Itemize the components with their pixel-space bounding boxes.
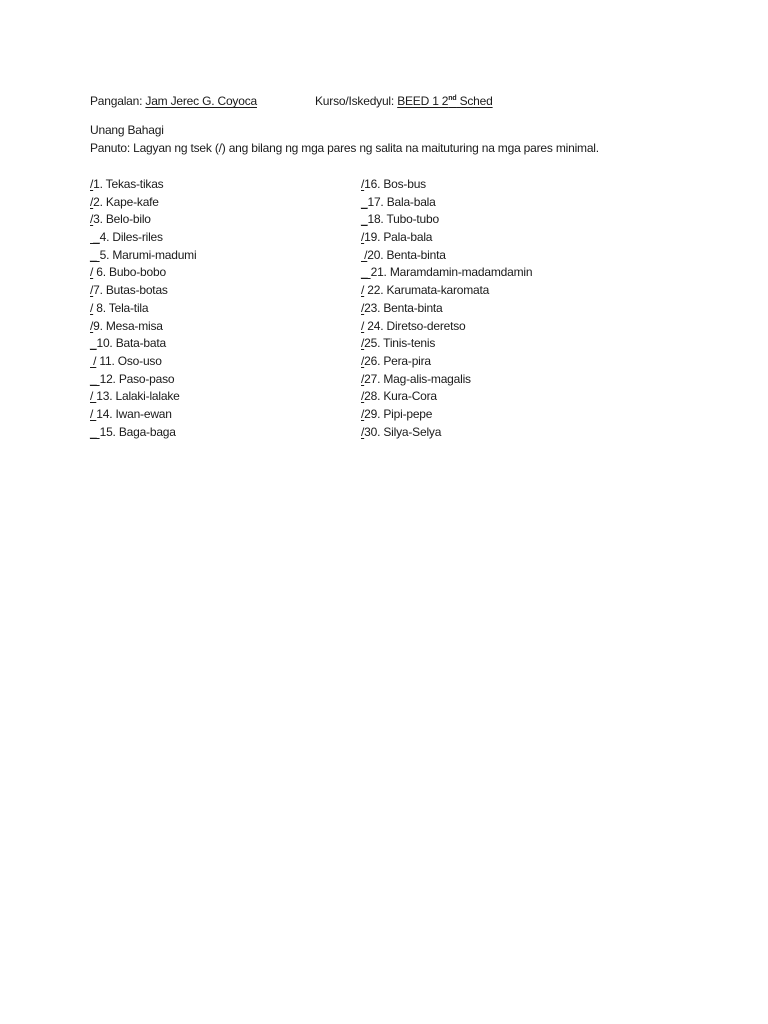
list-item [361,247,532,265]
list-item [90,247,196,265]
item-text: 8. Tela-tila [93,300,149,315]
check-mark: / [361,247,368,262]
list-item [90,300,196,318]
item-text: 14. Iwan-ewan [96,406,172,421]
item-text: 25. Tinis-tenis [364,336,436,351]
items-column-left [90,176,196,441]
list-item [90,211,196,229]
item-text: 27. Mag-alis-magalis [364,371,471,386]
list-item [90,318,196,336]
list-item [361,194,532,212]
instructions: Panuto: Lagyan ng tsek (/) ang bilang ng mga pares ng salita na maituturing na mga pares minimal. [90,141,599,155]
item-text: 6. Bubo-bobo [93,265,166,280]
list-item [361,300,532,318]
list-item [90,176,196,194]
item-text: 4. Diles-riles [99,230,163,245]
item-text: 21. Maramdamin-madamdamin [370,265,533,280]
check-mark: / [361,283,365,298]
course-label: Kurso/Iskedyul: [315,94,395,108]
item-text: 26. Pera-pira [364,353,431,368]
name-field [90,94,257,108]
list-item [361,264,532,282]
course-suffix: Sched [456,94,493,108]
course-field [315,94,493,108]
section-title: Unang Bahagi [90,123,164,137]
item-text: 9. Mesa-misa [93,318,163,333]
list-item [90,353,196,371]
check-mark: _ [361,265,371,280]
list-item [90,388,196,406]
check-mark: / [90,318,94,333]
check-mark: / [90,283,94,298]
list-item [90,264,196,282]
item-text: 19. Pala-bala [364,230,433,245]
check-mark: / [361,353,365,368]
item-text: 3. Belo-bilo [93,212,151,227]
item-text: 2. Kape-kafe [93,194,159,209]
item-text: 17. Bala-bala [367,194,436,209]
check-mark: _ [90,371,100,386]
check-mark: _ [90,230,100,245]
name-value: Jam Jerec G. Coyoca [145,94,257,108]
item-text: 15. Baga-baga [99,424,176,439]
list-item [361,424,532,442]
list-item [361,371,532,389]
check-mark: / [361,177,365,191]
check-mark: / [361,424,365,439]
list-item [90,371,196,389]
list-item [90,229,196,247]
item-text: 20. Benta-binta [367,247,446,262]
item-text: 28. Kura-Cora [364,389,437,404]
check-mark: / [361,318,365,333]
list-item [361,335,532,353]
list-item [361,388,532,406]
list-item [361,353,532,371]
item-text: 11. Oso-uso [96,353,162,368]
check-mark: / [90,406,97,421]
check-mark: / [90,353,97,368]
check-mark: _ [361,212,368,227]
item-text: 29. Pipi-pepe [364,406,433,421]
item-text: 16. Bos-bus [364,177,426,191]
items-column-right [361,176,532,441]
item-text: 23. Benta-binta [364,300,443,315]
item-text: 22. Karumata-karomata [364,283,490,298]
check-mark: / [90,212,94,227]
check-mark: _ [90,424,100,439]
item-text: 30. Silya-Selya [364,424,442,439]
header-line [90,94,730,110]
list-item [90,335,196,353]
item-text: 24. Diretso-deretso [364,318,466,333]
course-value: BEED 1 2 [397,94,449,108]
check-mark: / [361,389,365,404]
check-mark: / [90,177,94,191]
check-mark: / [361,230,365,245]
check-mark: _ [90,247,100,262]
check-mark: / [361,371,365,386]
list-item [90,406,196,424]
item-text: 5. Marumi-madumi [99,247,197,262]
item-text: 7. Butas-botas [93,283,168,298]
item-text: 10. Bata-bata [96,336,166,351]
check-mark: / [90,265,94,280]
list-item [90,424,196,442]
list-item [361,282,532,300]
course-superscript: nd [448,95,457,102]
list-item [361,318,532,336]
list-item [361,406,532,424]
check-mark: / [90,300,94,315]
list-item [361,211,532,229]
check-mark: / [361,336,365,351]
list-item [90,194,196,212]
check-mark: _ [361,194,368,209]
check-mark: / [90,389,97,404]
item-text: 12. Paso-paso [99,371,175,386]
item-text: 18. Tubo-tubo [367,212,439,227]
name-label: Pangalan: [90,94,143,108]
check-mark: / [361,300,365,315]
item-text: 1. Tekas-tikas [93,177,164,191]
check-mark: / [361,406,365,421]
list-item [90,282,196,300]
item-text: 13. Lalaki-lalake [96,389,180,404]
check-mark: / [90,194,94,209]
course-value-wrap [397,94,492,108]
list-item [361,229,532,247]
check-mark: _ [90,336,97,351]
list-item [361,176,532,194]
